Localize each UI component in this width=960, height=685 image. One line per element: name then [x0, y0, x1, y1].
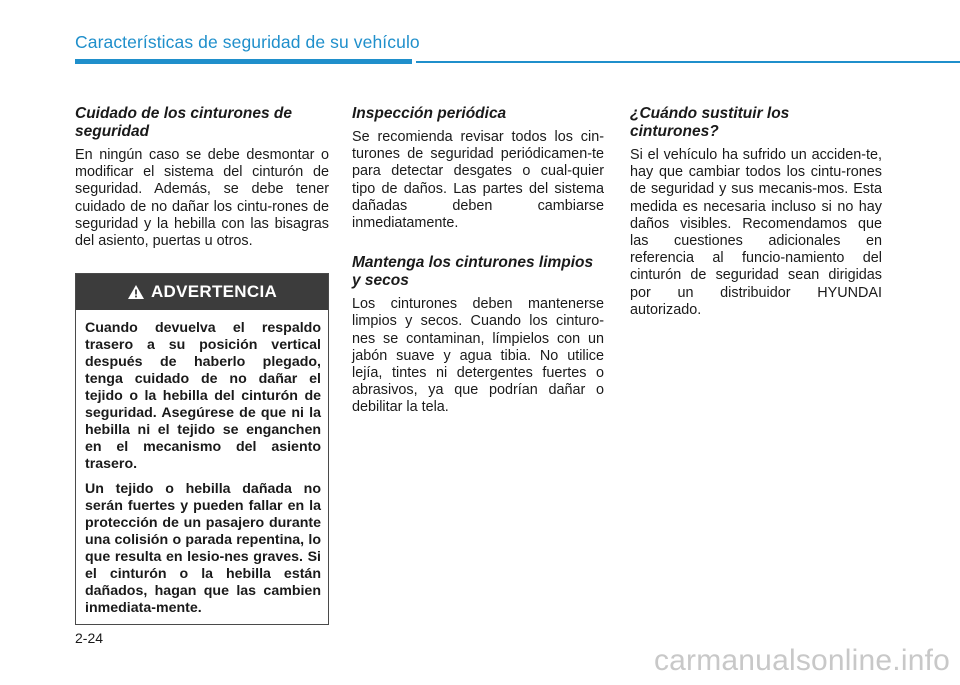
column-right [630, 105, 882, 319]
section-paragraph-care: En ningún caso se debe desmontar o modificar el sistema del cinturón de seguridad. Además, se debe tener cuidado de no dañar los cintu-rones de seguridad y la hebilla con las bisagras del asiento, puertas u otros. [75, 147, 329, 250]
page-section-title: Características de seguridad de su vehículo [75, 32, 420, 52]
section-paragraph-replace: Si el vehículo ha sufrido un acciden-te, hay que cambiar todos los cintu-rones de seguridad y sus mecanis-mos. Esta medida es necesaria incluso si no hay daños visibles. Recomendamos que las cuestiones adicionales en referencia al funcio-namiento del cinturón de seguridad sean dirigidas por un distribuidor HYUNDAI autorizado. [630, 147, 882, 318]
warning-title: ADVERTENCIA [150, 282, 278, 301]
section-heading-inspection: Inspección periódica [352, 105, 507, 122]
warning-paragraph: Cuando devuelva el respaldo trasero a su posición vertical después de haberlo plegado, tenga cuidado de no dañar el tejido o la hebilla del cinturón de seguridad. Asegúrese de que ni la hebilla ni el tejido se enganchen en el mecanismo del asiento trasero. [85, 320, 321, 472]
column-left [75, 105, 329, 250]
page-number: 2-24 [75, 630, 104, 646]
section-paragraph-inspection: Se recomienda revisar todos los cin-turones de seguridad periódicamen-te para detectar desgates o cual-quier tipo de daños. Las partes del sistema dañadas deben cambiarse inmediatamente. [352, 129, 604, 232]
warning-body [76, 310, 328, 617]
section-heading-replace: ¿Cuándo sustituir los cinturones? [630, 105, 790, 140]
section-paragraph-clean: Los cinturones deben mantenerse limpios y secos. Cuando los cinturo-nes se contaminan, límpielos con un jabón suave y agua tibia. No utilice lejía, tintes ni detergentes fuertes o abrasivos, ya que podrían dañar o debilitar la tela. [352, 296, 604, 416]
warning-header [76, 274, 328, 310]
warning-paragraph: Un tejido o hebilla dañada no serán fuertes y pueden fallar en la protección de un pasajero durante una colisión o parada repentina, lo que resulta en lesio-nes graves. Si el cinturón o la hebilla están dañados, hagan que las cambien inmediata-mente. [85, 481, 321, 616]
warning-box [75, 273, 329, 625]
header-rule-thin [416, 61, 960, 63]
section-heading-care: Cuidado de los cinturones de seguridad [75, 105, 293, 140]
section-heading-clean: Mantenga los cinturones limpios y secos [352, 254, 594, 290]
column-middle [352, 105, 604, 417]
watermark-text: carmanualsonline.info [653, 644, 950, 677]
warning-triangle-icon [127, 284, 145, 300]
header-rule-thick [75, 59, 412, 64]
